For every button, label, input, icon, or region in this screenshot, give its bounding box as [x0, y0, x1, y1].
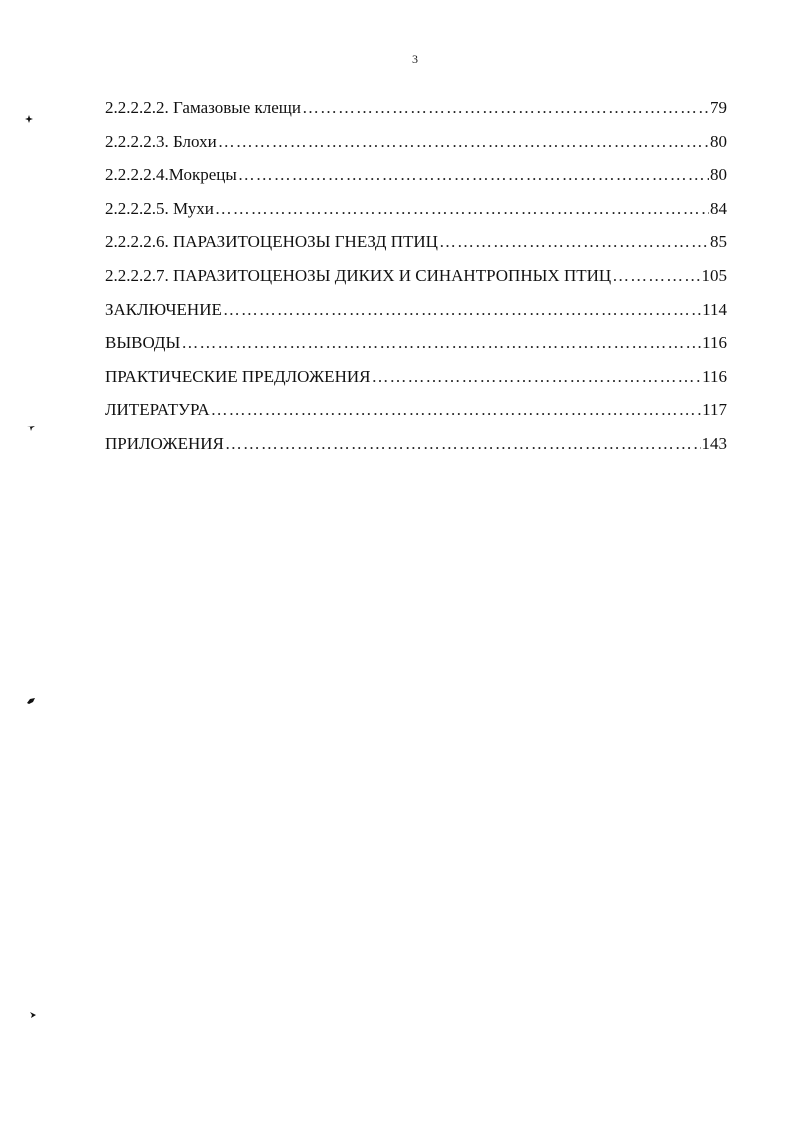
toc-entry-page: 116	[702, 366, 727, 386]
toc-leader-dots	[371, 367, 701, 387]
toc-leader-dots	[181, 333, 701, 353]
toc-entry	[105, 400, 727, 434]
toc-entry-page: 114	[702, 299, 727, 319]
toc-entry-title: 2.2.2.2.4.Мокрецы	[105, 165, 237, 185]
toc-entry	[105, 132, 727, 166]
toc-leader-dots	[218, 132, 709, 152]
toc-entry	[105, 266, 727, 300]
toc-leader-dots	[211, 400, 702, 420]
toc-leader-dots	[439, 232, 709, 252]
scan-mark-icon	[26, 422, 36, 432]
toc-leader-dots	[612, 266, 700, 286]
table-of-contents	[105, 98, 727, 468]
toc-entry-title: ЗАКЛЮЧЕНИЕ	[105, 299, 222, 319]
toc-entry-title: ВЫВОДЫ	[105, 333, 181, 353]
toc-entry-title: 2.2.2.2.2. Гамазовые клещи	[105, 98, 301, 117]
toc-entry-page: 80	[710, 131, 727, 151]
toc-leader-dots	[223, 300, 701, 320]
toc-entry	[105, 367, 727, 401]
toc-leader-dots	[238, 165, 709, 185]
toc-entry-title: ЛИТЕРАТУРА	[105, 400, 210, 420]
toc-entry-title: 2.2.2.2.6. ПАРАЗИТОЦЕНОЗЫ ГНЕЗД ПТИЦ	[105, 232, 438, 252]
page-number: 3	[412, 52, 418, 66]
toc-entry-title: 2.2.2.2.7. ПАРАЗИТОЦЕНОЗЫ ДИКИХ И СИНАНТРОПНЫХ ПТИЦ	[105, 265, 612, 285]
toc-entry-title: 2.2.2.2.5. Мухи	[105, 198, 214, 218]
toc-entry-title: ПРИЛОЖЕНИЯ	[105, 433, 224, 453]
toc-entry	[105, 165, 727, 199]
toc-leader-dots	[302, 98, 709, 118]
toc-entry	[105, 434, 727, 468]
toc-entry-title: 2.2.2.2.3. Блохи	[105, 131, 217, 151]
toc-entry-page: 85	[710, 232, 727, 252]
toc-entry	[105, 232, 727, 266]
toc-entry	[105, 98, 727, 132]
toc-entry-page: 84	[710, 198, 727, 218]
toc-entry-page: 143	[701, 433, 727, 453]
toc-entry-page: 79	[710, 98, 727, 117]
toc-entry	[105, 333, 727, 367]
toc-entry-page: 105	[701, 265, 727, 285]
scan-mark-icon	[26, 696, 36, 706]
toc-entry-page: 116	[702, 333, 727, 353]
toc-entry	[105, 300, 727, 334]
toc-entry	[105, 199, 727, 233]
toc-leader-dots	[215, 199, 709, 219]
scan-mark-icon	[28, 1010, 38, 1020]
toc-leader-dots	[225, 434, 701, 454]
scan-mark-icon	[24, 114, 34, 124]
toc-entry-page: 80	[710, 165, 727, 185]
toc-entry-page: 117	[702, 400, 727, 420]
toc-entry-title: ПРАКТИЧЕСКИЕ ПРЕДЛОЖЕНИЯ	[105, 366, 371, 386]
